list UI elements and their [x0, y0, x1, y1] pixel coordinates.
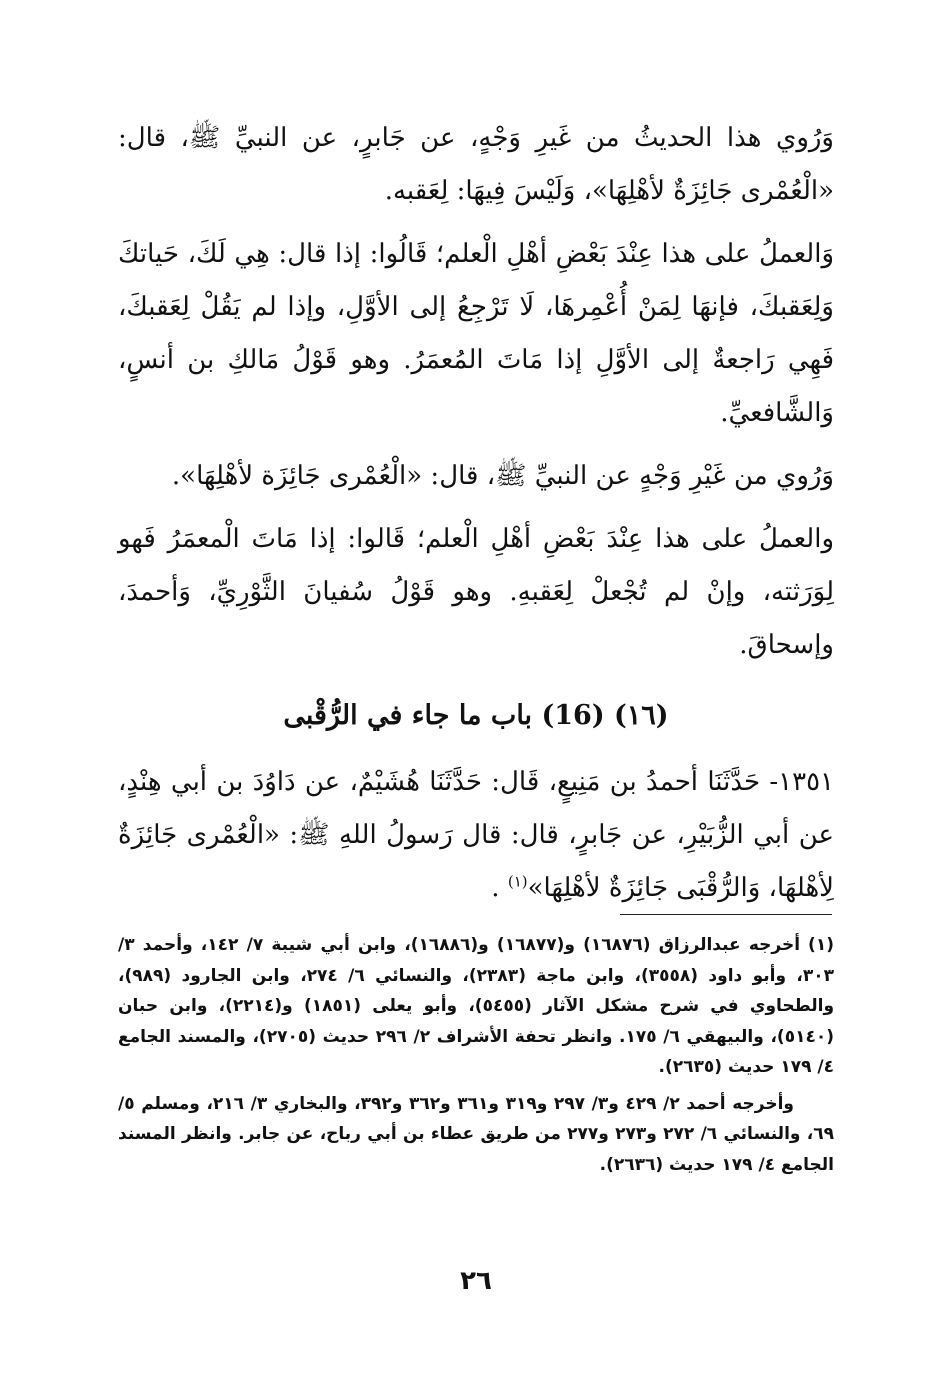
footnote-marker: (١)	[808, 935, 834, 955]
paragraph-2: وَالعملُ على هذا عِنْدَ بَعْضِ أهْلِ الْعلم؛ قَالُوا: إذا قال: هِي لَكَ، حَياتكَ وَلِعَقبكَ، فإنهَا لِمَنْ أُعْمِرهَا، لَا تَرْجِعُ إلى الأوَّلِ، وإذا لم يَقُلْ لِعَقبكَ، فَهِي رَاجعةٌ إلى الأوَّلِ إذا مَاتَ المُعمَرُ. وهو قَوْلُ مَالكِ بن أنسٍ، وَالشَّافعيِّ.	[118, 239, 834, 428]
page-number: ٢٦	[460, 1266, 492, 1296]
footnote-1-text: أخرجه عبدالرزاق (١٦٨٧٦) و(١٦٨٧٧) و(١٦٨٨٦)، وابن أبي شيبة ٧/ ١٤٢، وأحمد ٣/ ٣٠٣، وأبو داود (٣٥٥٨)، وابن ماجة (٢٣٨٣)، والنسائي ٦/ ٢٧٤، وابن الجارود (٩٨٩)، والطحاوي في شرح مشكل الآثار (٥٤٥٥)، وأبو يعلى (١٨٥١) و(٢٢١٤)، وابن حبان (٥١٤٠)، والبيهقي ٦/ ١٧٥. وانظر تحفة الأشراف ٢/ ٢٩٦ حديث (٢٧٠٥)، والمسند الجامع ٤/ ١٧٩ حديث (٢٦٣٥).	[118, 935, 835, 1077]
paragraph-1: وَرُوي هذا الحديثُ من غَيرِ وَجْهٍ، عن جَابرٍ، عن النبيِّ ﷺ، قال: «الْعُمْرى جَائِزَةٌ لأهْلِهَا»، وَلَيْسَ فِيهَا: لِعَقبه.	[118, 123, 834, 206]
footnote-1-continued: وأخرجه أحمد ٢/ ٤٢٩ و٣/ ٢٩٧ و٣١٩ و٣٦١ و٣٦٢ و٣٩٢، والبخاري ٣/ ٢١٦، ومسلم ٥/ ٦٩، والنسائي ٦/ ٢٧٢ و٢٧٣ و٢٧٧ من طريق عطاء بن أبي رباح، عن جابر. وانظر المسند الجامع ٤/ ١٧٩ حديث (٢٦٣٦).	[118, 1093, 834, 1175]
footnote-reference[interactable]: (١)	[507, 872, 528, 891]
hadith-paragraph	[118, 756, 834, 915]
hadith-end: .	[491, 873, 508, 903]
section-heading: (١٦) (16) باب ما جاء في الرُّقْبى	[283, 700, 669, 731]
hadith-text: ١٣٥١- حَدَّثَنَا أحمدُ بن مَنِيعٍ، قَال: حَدَّثَنَا هُشَيْمٌ، عن دَاوُدَ بن أبي هِنْدٍ، عن أبي الزُّبَيْرِ، عن جَابرٍ، قال: قال رَسولُ اللهِ ﷺ: «الْعُمْرى جَائِزَةٌ لِأهْلهَا، وَالرُّقْبَى جَائِزَةٌ لأهْلِهَا»	[118, 767, 834, 903]
footnote-separator	[620, 914, 832, 915]
paragraph-4: والعملُ على هذا عِنْدَ بَعْضِ أهْلِ الْعلم؛ قَالوا: إذا مَاتَ الْمعمَرُ فَهو لِوَرَثته، وإنْ لم تُجْعلْ لِعَقبهِ. وهو قَوْلُ سُفيانَ الثَّوْرِيِّ، وَأحمدَ، وإسحاقَ.	[118, 524, 834, 660]
paragraph-3: وَرُوي من غَيْرِ وَجْهٍ عن النبيِّ ﷺ، قال: «الْعُمْرى جَائِزَة لأهْلِهَا».	[171, 461, 834, 491]
footnote-1	[118, 930, 834, 1083]
main-text	[118, 112, 834, 925]
footnotes	[118, 930, 834, 1180]
